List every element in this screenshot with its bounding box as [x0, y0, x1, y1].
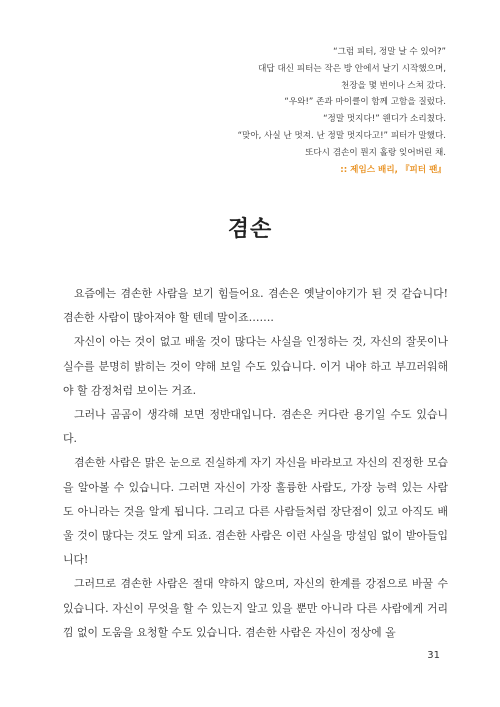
quote-source: :: 제임스 배리, 『피터 팬』	[340, 164, 446, 175]
quote-line: 또다시 겸손이 뭔지 홀랑 잊어버린 채.	[305, 147, 446, 158]
epigraph-quote	[238, 44, 446, 178]
chapter-title: 겸손	[227, 217, 273, 242]
quote-line: “그럼 피터, 정말 날 수 있어?”	[333, 47, 446, 57]
paragraph: 자신이 아는 것이 없고 배울 것이 많다는 사실을 인정하는 것, 자신의 잘못이나 실수를 분명히 밝히는 것이 약해 보일 수도 있습니다. 이거 내야 하고 부끄러워해야 할 감정처럼 보이는 거죠.	[63, 335, 448, 397]
quote-line: “정말 멋지다!” 웬디가 소리쳤다.	[323, 114, 446, 125]
paragraph: 그러므로 겸손한 사람은 절대 약하지 않으며, 자신의 한계를 강점으로 바꿀 수 있습니다. 자신이 무엇을 할 수 있는지 알고 있을 뿐만 아니라 다른 사람에게 거리낌 없이 도움을 요청할 수도 있습니다. 겸손한 사람은 자신이 정상에 올	[63, 577, 448, 639]
quote-line: 천장을 몇 번이나 스쳐 갔다.	[341, 80, 446, 91]
paragraph: 겸손한 사람은 맑은 눈으로 진실하게 자기 자신을 바라보고 자신의 진정한 모습을 알아볼 수 있습니다. 그러면 자신이 가장 훌륭한 사람도, 가장 능력 있는 사람도 아니라는 것을 알게 됩니다. 그리고 다른 사람들처럼 장단점이 있고 아직도 배울 것이 많다는 것도 알게 되죠. 겸손한 사람은 이런 사실을 망설임 없이 받아들입니다!	[63, 456, 448, 567]
quote-line: “맞아, 사실 난 멋져. 난 정말 멋지다고!” 피터가 말했다.	[237, 130, 446, 141]
body-text	[63, 282, 448, 645]
quote-line: “우와!” 존과 마이클이 함께 고함을 질렀다.	[284, 97, 446, 108]
paragraph: 요즘에는 겸손한 사람을 보기 힘들어요. 겸손은 옛날이야기가 된 것 같습니다! 겸손한 사람이 많아져야 할 텐데 말이죠…….	[63, 287, 448, 325]
paragraph: 그러나 곰곰이 생각해 보면 정반대입니다. 겸손은 커다란 용기일 수도 있습니다.	[63, 408, 448, 446]
quote-line: 대답 대신 피터는 작은 방 안에서 날기 시작했으며,	[258, 63, 446, 74]
page-number: 31	[427, 650, 440, 661]
